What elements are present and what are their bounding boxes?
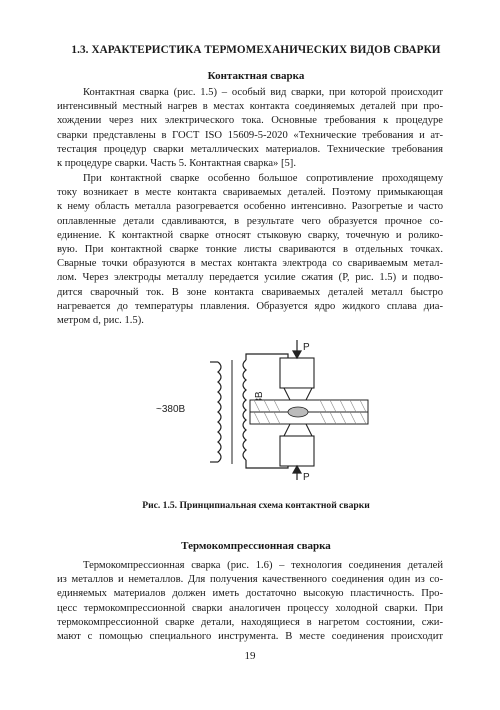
thermocompression-heading: Термокомпрессионная сварка [181, 540, 331, 552]
text-line: Сварные точки образуются в местах контакта электрода со свариваемым метал- [57, 258, 443, 270]
force-label-top: P [303, 342, 310, 353]
text-line: метром d, рис. 1.5). [57, 315, 144, 327]
weld-nugget [288, 407, 308, 417]
text-line: интенсивный местный нагрев в местах контакта соединяемых деталей при про- [57, 101, 443, 113]
text-line: вую. При контактной сварке тонкие листы свариваются в отдельных точках. [57, 244, 443, 256]
figure-caption: Рис. 1.5. Принципиальная схема контактной сварки [142, 500, 370, 511]
contact-paragraph-1 [57, 86, 443, 171]
text-line: тестация процедур сварки металлических материалов. Технические требования [57, 143, 443, 155]
text-line: цесс термокомпрессионной сварки аналогичен процессу холодной сварки. При [57, 602, 443, 614]
text-line: мают с помощью специального инструмента. В месте соединения происходит [57, 631, 443, 643]
force-label-bottom: P [303, 472, 310, 480]
text-line: сварки представлены в ГОСТ ISO 15609-5-2020 «Технические требования и ат- [57, 129, 443, 141]
upper-electrode [280, 358, 314, 400]
voltage-label: ~380В [156, 404, 186, 415]
primary-coil [210, 362, 221, 462]
text-line: хождении через них электрического тока. Основные требования к процедуре [57, 115, 443, 127]
text-line: к нему область металла разогревается особенно интенсивно. Разогретые и часто [57, 201, 443, 213]
text-line: лом. Через электроды металлу передается усилие сжатия (P, рис. 1.5) и подво- [57, 272, 443, 284]
text-line: термокомпрессионной сварке детали, находящиеся в нагретом состоянии, сжи- [57, 616, 443, 628]
contact-welding-heading: Контактная сварка [207, 70, 305, 82]
text-line: Термокомпрессионная сварка (рис. 1.6) – технология соединения деталей [83, 560, 443, 571]
text-line: При контактной сварке особенно большое сопротивление проходящему [83, 173, 443, 184]
text-line: оплавленные детали сдавливаются, в результате чего образуется прочное со- [57, 215, 443, 227]
text-line: единяемых материалов должен иметь достаточно высокую пластичность. Про- [57, 588, 443, 600]
text-line: дится сварочный ток. В зоне контакта свариваемых деталей металл быстро [57, 286, 443, 298]
lower-electrode [280, 424, 314, 466]
text-line: току возникает в месте контакта свариваемых деталей. Поэтому примыкающая [57, 187, 443, 199]
contact-welding-diagram [150, 340, 390, 480]
text-line: нагревается до температуры плавления. Образуется ядро жидкого сплава диа- [57, 300, 443, 312]
text-line: из металлов и неметаллов. Для получения качественного соединения один из со- [57, 574, 443, 586]
text-line: единение. К контактной сварке относят стыковую сварку, точечную и ролико- [57, 229, 443, 241]
section-title: 1.3. ХАРАКТЕРИСТИКА ТЕРМОМЕХАНИЧЕСКИХ ВИДОВ СВАРКИ [71, 44, 441, 56]
text-line: Контактная сварка (рис. 1.5) – особый вид сварки, при которой происходит [83, 87, 443, 98]
text-line: к процедуре сварки. Часть 5. Контактная сварка» [5]. [57, 158, 296, 170]
contact-paragraph-2 [57, 172, 443, 328]
force-arrow-bottom [293, 466, 301, 480]
page-number: 19 [244, 650, 256, 662]
welded-sheets [250, 400, 368, 424]
force-arrow-top [293, 340, 301, 358]
thermocompression-paragraph-1 [57, 559, 443, 644]
